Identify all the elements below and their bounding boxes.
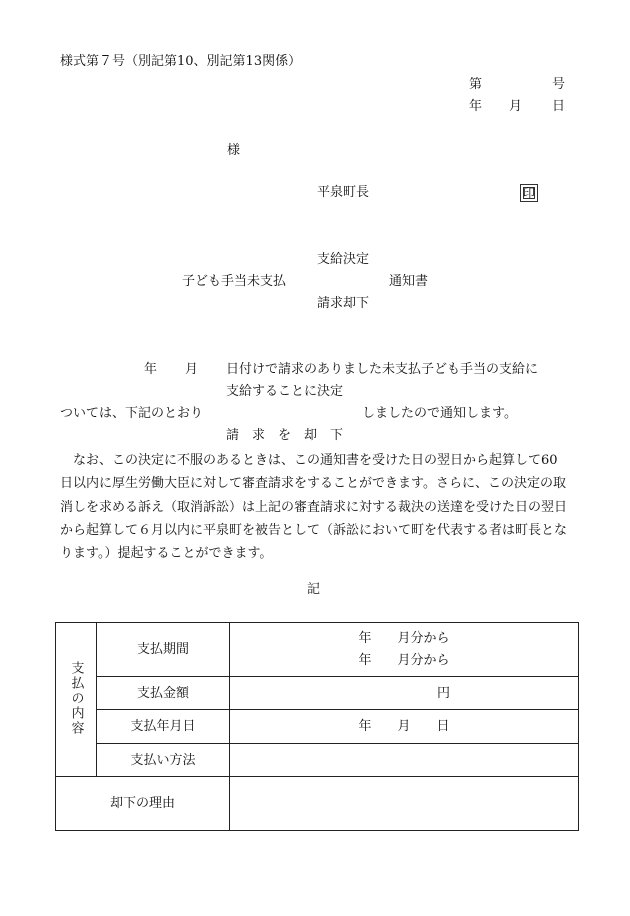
table-row-date — [56, 710, 579, 744]
seal-mark: 印 — [522, 186, 535, 200]
date-day: 日 — [552, 99, 566, 114]
form-label: 様式第７号（別記第10、別記第13関係） — [60, 54, 302, 69]
date-year: 年 — [469, 99, 483, 114]
group-label-cell — [56, 623, 97, 777]
appeal-notice: なお、この決定に不服のあるときは、この通知書を受けた日の翌日から起算して60日以内に厚生労働大臣に対して審査請求をすることができます。さらに、この決定の取消しを求める訴え（取消訴訟）は上記の審査請求に対する裁決の送達を受けた日の翌日から起算して６月以内に平泉町を被告として（訴訟において町を代表する者は町長となります。）提起することができます。 — [60, 453, 568, 562]
table-row-method — [56, 744, 579, 777]
body-line2-suffix: しましたので通知します。 — [362, 406, 517, 421]
table-row-period — [56, 623, 579, 677]
amount-label: 支払金額 — [97, 677, 230, 710]
reason-value — [230, 777, 579, 831]
issuer-name: 平泉町長 — [317, 185, 370, 200]
date-month: 月 — [509, 99, 523, 114]
seal-stamp — [520, 184, 538, 202]
period-label: 支払期間 — [97, 623, 230, 677]
date-label: 支払年月日 — [97, 710, 230, 744]
period-value — [230, 623, 579, 677]
body-option-reject: 請 求 を 却 下 — [226, 428, 344, 443]
document-number-prefix: 第 — [469, 77, 483, 92]
record-heading: 記 — [307, 582, 321, 597]
body-line2-prefix: ついては、下記のとおり — [60, 406, 204, 421]
title-suffix: 通知書 — [389, 274, 429, 289]
table-row-reason — [56, 777, 579, 831]
date-value: 年 月 日 — [230, 710, 579, 744]
amount-value: 円 — [230, 677, 579, 710]
body-year: 年 — [144, 362, 158, 377]
body-month: 月 — [185, 362, 199, 377]
payment-details-table — [55, 622, 579, 831]
group-label: 支払の内容 — [68, 660, 84, 736]
title-option-reject: 請求却下 — [317, 296, 370, 311]
body-option-grant: 支給することに決定 — [226, 384, 344, 399]
title-main: 子ども手当未支払 — [182, 274, 287, 289]
addressee-honorific: 様 — [227, 143, 241, 158]
method-label: 支払い方法 — [97, 744, 230, 777]
period-from: 年 月分から — [358, 630, 450, 646]
body-line1-text: 日付けで請求のありました未支払子ども手当の支給に — [226, 362, 539, 377]
period-to: 年 月分から — [358, 652, 450, 668]
reason-label: 却下の理由 — [56, 777, 230, 831]
method-value — [230, 744, 579, 777]
table-row-amount — [56, 677, 579, 710]
document-number-suffix: 号 — [552, 77, 566, 92]
title-option-grant: 支給決定 — [317, 252, 370, 267]
